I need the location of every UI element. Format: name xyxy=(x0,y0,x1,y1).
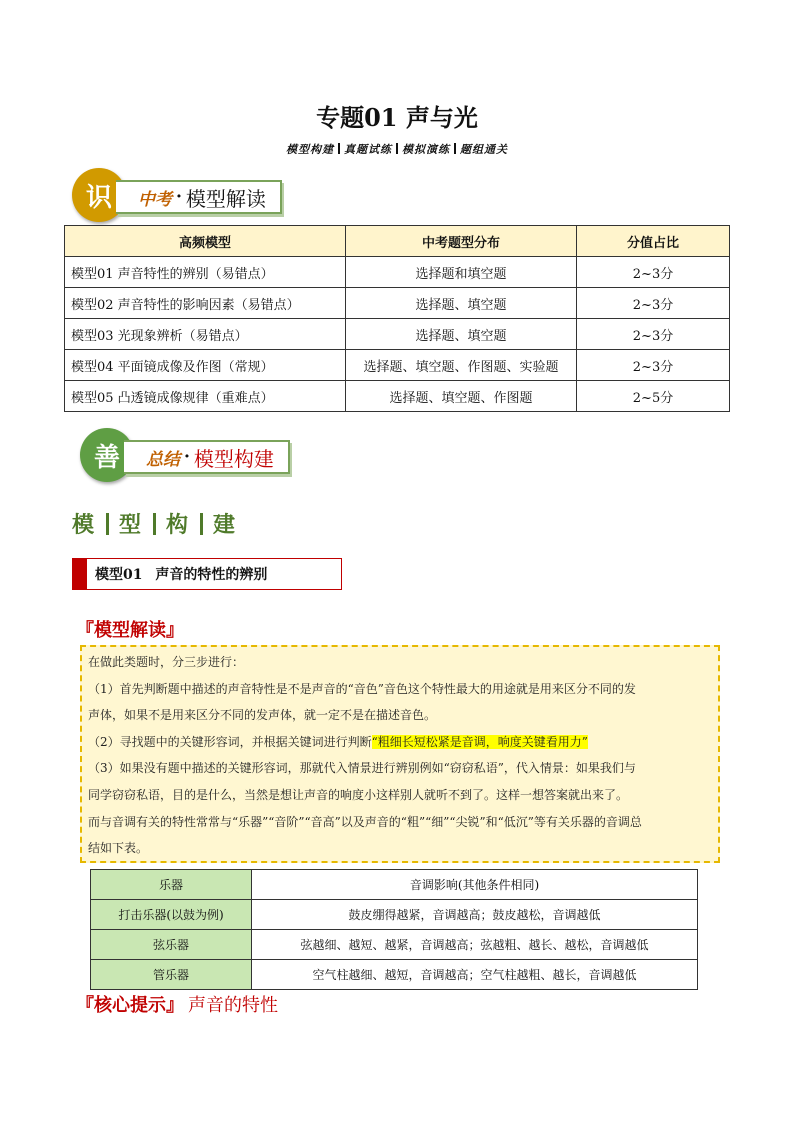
banner-highlight: 中考 xyxy=(138,189,172,210)
table-cell: 弦越细、越短、越紧，音调越高；弦越粗、越长、越松，音调越低 xyxy=(252,930,698,960)
table-header: 分值占比 xyxy=(577,226,730,257)
table-cell: 模型03 光现象辨析（易错点） xyxy=(65,319,346,350)
text-segment: （2）寻找题中的关键形容词，并根据关键词进行判断 xyxy=(88,734,372,749)
table-cell: 鼓皮绷得越紧，音调越高；鼓皮越松，音调越低 xyxy=(252,900,698,930)
subtitle-item: 模拟演练 xyxy=(402,143,450,156)
divider xyxy=(454,143,456,154)
model-01-title xyxy=(87,564,267,584)
table-header-row xyxy=(65,226,730,257)
table-header-row xyxy=(91,870,698,900)
table-cell: 模型01 声音特性的辨别（易错点） xyxy=(65,257,346,288)
section-banner-build xyxy=(80,428,320,484)
banner-text: 模型解读 xyxy=(185,186,266,211)
highlight-text: “粗细长短松紧是音调，响度关键看用力” xyxy=(371,734,588,749)
table-cell: 选择题、填空题 xyxy=(346,288,577,319)
circle-badge: 识 xyxy=(72,168,126,222)
divider xyxy=(396,143,398,154)
model-label: 模型01 xyxy=(95,567,143,583)
frequency-table xyxy=(64,225,730,412)
table-cell: 2~5分 xyxy=(577,381,730,412)
banner-highlight: 总结 xyxy=(146,449,180,470)
table-cell: 模型02 声音特性的影响因素（易错点） xyxy=(65,288,346,319)
table-cell: 选择题、填空题、作图题 xyxy=(346,381,577,412)
table-cell: 弦乐器 xyxy=(91,930,252,960)
table-cell: 管乐器 xyxy=(91,960,252,990)
table-cell: 模型05 凸透镜成像规律（重难点） xyxy=(65,381,346,412)
interpret-box xyxy=(80,645,720,863)
divider xyxy=(200,513,203,535)
banner-dot: · xyxy=(184,447,190,467)
section-banner-interpret xyxy=(72,168,312,224)
subtitle-item: 真题试练 xyxy=(344,143,392,156)
table-row xyxy=(91,960,698,990)
text-line: （1）首先判断题中描述的声音特性是不是声音的“音色”音色这个特性最大的用途就是用来区分不同的发 xyxy=(88,681,636,696)
subtitle-nav xyxy=(0,141,794,157)
table-cell: 选择题、填空题、作图题、实验题 xyxy=(346,350,577,381)
table-header: 乐器 xyxy=(91,870,252,900)
heading-char: 型 xyxy=(119,512,144,538)
core-tip-text: 声音的特性 xyxy=(188,995,278,1016)
table-cell: 打击乐器(以鼓为例) xyxy=(91,900,252,930)
subtitle-item: 模型构建 xyxy=(286,143,334,156)
core-tip-heading xyxy=(76,991,278,1017)
divider xyxy=(106,513,109,535)
model-heading xyxy=(72,508,237,539)
banner-bar xyxy=(116,180,282,214)
model-01-box xyxy=(72,558,342,590)
text-line: 而与音调有关的特性常常与“乐器”“音阶”“音高”以及声音的“粗”“细”“尖锐”和“低沉”等有关乐器的音调总 xyxy=(88,814,642,829)
table-row xyxy=(65,319,730,350)
table-cell: 2~3分 xyxy=(577,319,730,350)
circle-badge: 善 xyxy=(80,428,134,482)
red-marker xyxy=(73,559,87,589)
page-title: 专题01 声与光 xyxy=(316,103,478,132)
heading-char: 构 xyxy=(166,512,191,538)
table-header: 高频模型 xyxy=(65,226,346,257)
divider xyxy=(153,513,156,535)
banner-dot: · xyxy=(176,187,182,207)
text-line: 结如下表。 xyxy=(88,841,149,856)
table-cell: 选择题和填空题 xyxy=(346,257,577,288)
table-row xyxy=(65,381,730,412)
table-header: 中考题型分布 xyxy=(346,226,577,257)
subtitle-item: 题组通关 xyxy=(460,143,508,156)
text-line: 声体，如果不是用来区分不同的发声体，就一定不是在描述音色。 xyxy=(88,708,437,723)
table-header: 音调影响(其他条件相同) xyxy=(252,870,698,900)
table-row xyxy=(91,930,698,960)
table-cell: 空气柱越细、越短，音调越高；空气柱越粗、越长，音调越低 xyxy=(252,960,698,990)
table-row xyxy=(65,288,730,319)
banner-bar xyxy=(124,440,290,474)
table-row xyxy=(65,257,730,288)
interpret-heading: 『模型解读』 xyxy=(76,620,184,641)
table-row xyxy=(65,350,730,381)
core-tip-bracket: 『核心提示』 xyxy=(76,995,184,1016)
model-text: 声音的特性的辨别 xyxy=(155,567,268,583)
text-line: 在做此类题时，分三步进行： xyxy=(88,655,245,669)
table-cell: 模型04 平面镜成像及作图（常规） xyxy=(65,350,346,381)
table-cell: 2~3分 xyxy=(577,288,730,319)
divider xyxy=(338,143,340,154)
table-cell: 2~3分 xyxy=(577,350,730,381)
heading-char: 建 xyxy=(213,512,238,538)
text-line: 同学窃窃私语，目的是什么，当然是想让声音的响度小这样别人就听不到了。这样一想答案就出来了。 xyxy=(88,787,629,802)
heading-char: 模 xyxy=(72,512,97,538)
text-line: （3）如果没有题中描述的关键形容词，那就代入情景进行辨别例如“窃窃私语”，代入情景：如果我们与 xyxy=(88,761,636,776)
table-row xyxy=(91,900,698,930)
text-line xyxy=(88,729,712,756)
table-cell: 2~3分 xyxy=(577,257,730,288)
pitch-table xyxy=(90,869,698,990)
banner-text: 模型构建 xyxy=(193,446,274,471)
table-cell: 选择题、填空题 xyxy=(346,319,577,350)
